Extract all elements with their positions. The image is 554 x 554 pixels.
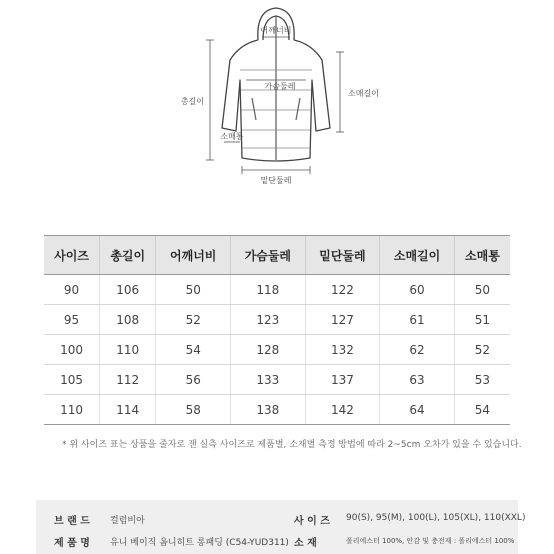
table-cell: 112 bbox=[100, 365, 156, 395]
table-cell: 62 bbox=[380, 335, 455, 365]
table-cell: 53 bbox=[454, 365, 510, 395]
header-sleeve-width: 소매통 bbox=[454, 236, 510, 275]
table-cell: 108 bbox=[100, 305, 156, 335]
material-label: 소 재 bbox=[294, 538, 317, 549]
table-cell: 105 bbox=[44, 365, 100, 395]
table-cell: 114 bbox=[100, 395, 156, 425]
header-size: 사이즈 bbox=[44, 236, 100, 275]
material-value: 폴리에스터 100%, 안감 및 충전재 : 폴리에스터 100% bbox=[346, 537, 515, 545]
table-cell: 50 bbox=[156, 275, 231, 305]
label-sleeve-length: 소매길이 bbox=[348, 89, 379, 98]
size-table bbox=[44, 235, 510, 425]
table-cell: 100 bbox=[44, 335, 100, 365]
product-info-box bbox=[36, 500, 526, 554]
table-row bbox=[44, 335, 510, 365]
brand-label: 브 랜 드 bbox=[54, 516, 90, 527]
table-row bbox=[44, 275, 510, 305]
header-sleeve-length: 소매길이 bbox=[380, 236, 455, 275]
table-cell: 123 bbox=[231, 305, 306, 335]
table-cell: 127 bbox=[305, 305, 380, 335]
table-cell: 61 bbox=[380, 305, 455, 335]
jacket-measurement-diagram bbox=[0, 0, 554, 190]
table-cell: 50 bbox=[454, 275, 510, 305]
table-cell: 142 bbox=[305, 395, 380, 425]
label-chest: 가슴둘레 bbox=[264, 82, 296, 91]
table-cell: 122 bbox=[305, 275, 380, 305]
table-cell: 90 bbox=[44, 275, 100, 305]
table-cell: 133 bbox=[231, 365, 306, 395]
table-row bbox=[44, 365, 510, 395]
header-chest: 가슴둘레 bbox=[231, 236, 306, 275]
label-shoulder: 어깨너비 bbox=[260, 26, 292, 35]
table-cell: 106 bbox=[100, 275, 156, 305]
table-cell: 118 bbox=[231, 275, 306, 305]
table-cell: 63 bbox=[380, 365, 455, 395]
header-hem: 밑단둘레 bbox=[305, 236, 380, 275]
label-total-length: 총길이 bbox=[180, 97, 204, 106]
product-name-label: 제 품 명 bbox=[54, 538, 90, 549]
table-cell: 138 bbox=[231, 395, 306, 425]
table-cell: 56 bbox=[156, 365, 231, 395]
table-cell: 60 bbox=[380, 275, 455, 305]
header-shoulder: 어깨너비 bbox=[156, 236, 231, 275]
header-total-length: 총길이 bbox=[100, 236, 156, 275]
table-cell: 54 bbox=[156, 335, 231, 365]
table-cell: 137 bbox=[305, 365, 380, 395]
table-cell: 52 bbox=[454, 335, 510, 365]
table-cell: 128 bbox=[231, 335, 306, 365]
table-cell: 132 bbox=[305, 335, 380, 365]
size-label: 사 이 즈 bbox=[294, 516, 330, 527]
table-cell: 58 bbox=[156, 395, 231, 425]
table-cell: 51 bbox=[454, 305, 510, 335]
product-name-value: 유니 베이직 옴니히트 롱패딩 (C54-YUD311) bbox=[110, 538, 289, 548]
table-row bbox=[44, 305, 510, 335]
label-hem: 밑단둘레 bbox=[260, 176, 292, 185]
table-row bbox=[44, 395, 510, 425]
measurement-lines bbox=[206, 37, 344, 174]
table-cell: 110 bbox=[100, 335, 156, 365]
table-cell: 52 bbox=[156, 305, 231, 335]
table-cell: 110 bbox=[44, 395, 100, 425]
size-value: 90(S), 95(M), 100(L), 105(XL), 110(XXL) bbox=[346, 513, 526, 523]
label-sleeve-width: 소매통 bbox=[220, 132, 244, 141]
size-note: * 위 사이즈 표는 상품을 줄자로 잰 실측 사이즈로 제품별, 소재별 측정 방법에 따라 2~5cm 오차가 있을 수 있습니다. bbox=[62, 440, 522, 450]
size-table-header-row bbox=[44, 236, 510, 275]
table-cell: 54 bbox=[454, 395, 510, 425]
table-cell: 64 bbox=[380, 395, 455, 425]
table-cell: 95 bbox=[44, 305, 100, 335]
brand-value: 컬럼비아 bbox=[110, 516, 145, 526]
